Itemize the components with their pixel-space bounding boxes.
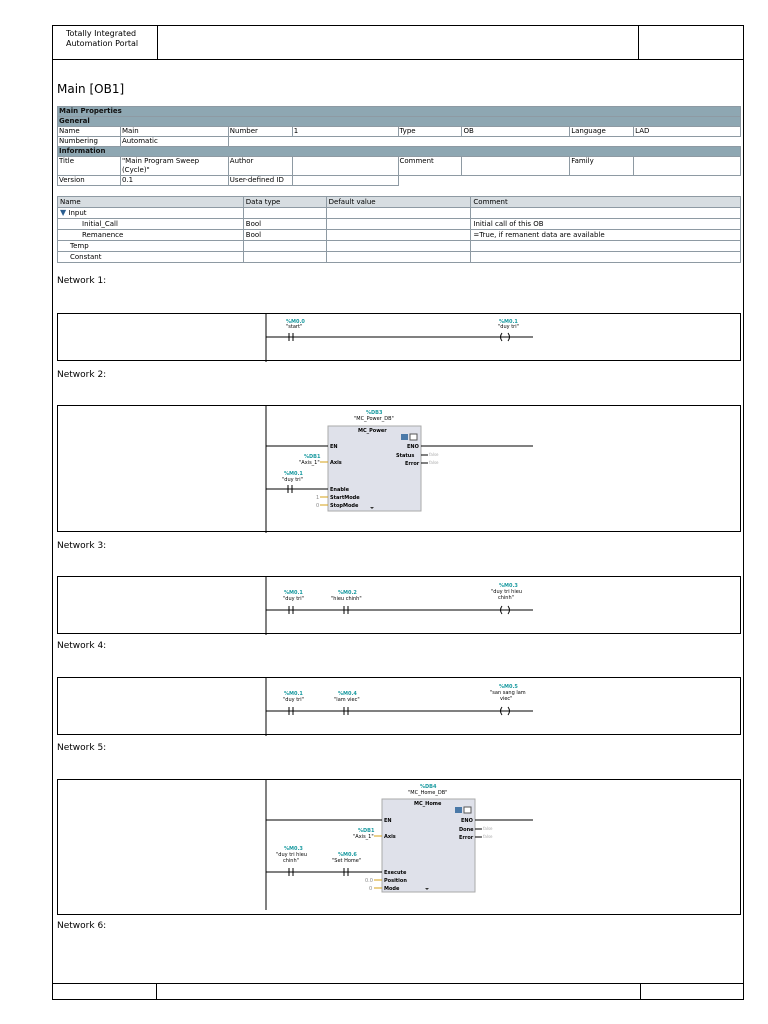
status-value: false (429, 452, 439, 457)
pin-eno: ENO (461, 818, 473, 824)
axis-tag: "Axis_1" (353, 834, 374, 840)
mode-value: 0 (369, 886, 373, 892)
coil-tag-2: chinh" (498, 595, 514, 601)
empty-cell (326, 252, 471, 263)
empty-cell (326, 241, 471, 252)
general-header: General (58, 117, 741, 127)
footer-right-cell (641, 984, 744, 1000)
block-icon (401, 434, 408, 440)
axis-address: %DB1 (304, 454, 321, 460)
pin-en: EN (384, 818, 392, 824)
contact-tag: "lam viec" (334, 697, 360, 703)
pin-status: Status (396, 453, 415, 459)
comment-label: Comment (398, 157, 462, 176)
name-label: Name (58, 127, 121, 137)
coil-address: %M0.3 (499, 583, 518, 589)
constant-label: Constant (58, 252, 244, 263)
page-footer (52, 983, 744, 1000)
userdef-value (292, 176, 398, 186)
axis-tag: "Axis_1" (299, 460, 320, 466)
network-1-label: Network 1: (57, 276, 107, 286)
type-label: Type (398, 127, 462, 137)
contact-tag: "start" (286, 324, 303, 330)
network-3-label: Network 3: (57, 541, 107, 551)
type-value: OB (462, 127, 570, 137)
pin-mode: Mode (384, 886, 400, 892)
pin-stopmode: StopMode (330, 503, 359, 509)
footer-left-cell (52, 984, 157, 1000)
contact-address: %M0.3 (284, 846, 303, 852)
network-4-diagram (58, 678, 742, 736)
empty-cell (326, 208, 471, 219)
table-row (58, 230, 741, 241)
network-4[interactable] (57, 677, 741, 735)
coil-tag-2: viec" (500, 696, 513, 702)
col-default: Default value (326, 197, 471, 208)
contact-address: %M0.1 (284, 691, 303, 697)
contact-tag: "duy tri hieu (276, 852, 307, 858)
author-value (292, 157, 398, 176)
pin-en: EN (330, 444, 338, 450)
header-middle-cell (158, 26, 639, 59)
network-2-label: Network 2: (57, 370, 107, 380)
row-type: Bool (243, 219, 326, 230)
block-db-address: %DB3 (366, 410, 383, 416)
pin-error: Error (459, 835, 474, 841)
pin-axis: Axis (384, 834, 396, 840)
coil-tag: "duy tri" (498, 324, 519, 330)
row-comment: Initial call of this OB (471, 219, 741, 230)
block-title: Main [OB1] (57, 82, 125, 96)
portal-line-2: Automation Portal (66, 39, 139, 48)
coil-address: %M0.5 (499, 684, 518, 690)
contact-address: %M0.1 (284, 471, 303, 477)
empty-cell (243, 208, 326, 219)
input-label: Input (68, 209, 87, 217)
error-value: false (483, 834, 493, 839)
contact-tag: "hieu chinh" (331, 596, 362, 602)
error-value: false (429, 460, 439, 465)
col-name: Name (58, 197, 244, 208)
empty-cell (471, 252, 741, 263)
language-value: LAD (634, 127, 741, 137)
portal-name (53, 26, 158, 59)
empty-cell (243, 252, 326, 263)
empty-cell (471, 241, 741, 252)
network-3[interactable] (57, 576, 741, 634)
version-value: 0.1 (120, 176, 228, 186)
empty-cell (326, 230, 471, 241)
coil-tag: "duy tri hieu (491, 589, 522, 595)
portal-line-1: Totally Integrated (66, 29, 137, 38)
coil-address: %M0.1 (499, 319, 518, 325)
contact-tag: "duy tri" (282, 477, 303, 483)
network-2-diagram (58, 406, 742, 533)
table-row (58, 219, 741, 230)
page-header (52, 25, 744, 60)
block-db-name: "MC_Power_DB" (354, 416, 394, 422)
empty-cell (398, 176, 741, 186)
network-5[interactable] (57, 779, 741, 915)
contact-address: %M0.0 (286, 319, 305, 325)
row-name: Initial_Call (58, 219, 244, 230)
empty-cell (243, 241, 326, 252)
contact-address: %M0.6 (338, 852, 357, 858)
numbering-value: Automatic (120, 137, 228, 147)
network-1[interactable] (57, 313, 741, 361)
axis-address: %DB1 (358, 828, 375, 834)
footer-middle-cell (157, 984, 641, 1000)
input-section[interactable] (58, 208, 244, 219)
row-name: Remanence (58, 230, 244, 241)
block-db-address: %DB4 (420, 784, 437, 790)
contact-tag: "duy tri" (283, 596, 304, 602)
stopmode-value: 0 (316, 503, 320, 509)
block-icon (455, 807, 462, 813)
empty-cell (471, 208, 741, 219)
information-header: Information (58, 147, 741, 157)
done-value: false (483, 826, 493, 831)
network-5-label: Network 5: (57, 743, 107, 753)
main-properties-header: Main Properties (58, 107, 741, 117)
interface-table (57, 196, 741, 263)
header-right-cell (639, 26, 743, 59)
pin-eno: ENO (407, 444, 419, 450)
contact-address: %M0.2 (338, 590, 357, 596)
startmode-value: 1 (316, 495, 320, 501)
pin-error: Error (405, 461, 420, 467)
contact-address: %M0.1 (284, 590, 303, 596)
network-1-diagram (58, 314, 742, 362)
col-datatype: Data type (243, 197, 326, 208)
coil-tag: "san sang lam (490, 690, 526, 696)
caret-down-icon[interactable]: ▼ (60, 208, 67, 217)
temp-label: Temp (58, 241, 244, 252)
contact-address: %M0.4 (338, 691, 357, 697)
network-2[interactable] (57, 405, 741, 532)
name-value: Main (120, 127, 228, 137)
col-comment: Comment (471, 197, 741, 208)
contact-tag: "duy tri" (283, 697, 304, 703)
version-label: Version (58, 176, 121, 186)
network-3-diagram (58, 577, 742, 635)
numbering-label: Numbering (58, 137, 121, 147)
row-type: Bool (243, 230, 326, 241)
pin-enable: Enable (330, 487, 350, 493)
block-name: MC_Home (414, 801, 442, 807)
number-value: 1 (292, 127, 398, 137)
contact-tag-2: chinh" (283, 858, 299, 864)
network-6-label: Network 6: (57, 921, 107, 931)
block-name: MC_Power (358, 428, 387, 434)
pin-execute: Execute (384, 870, 407, 876)
family-value (634, 157, 741, 176)
language-label: Language (570, 127, 634, 137)
pin-position: Position (384, 878, 407, 884)
author-label: Author (228, 157, 292, 176)
pin-startmode: StartMode (330, 495, 360, 501)
properties-table (57, 106, 741, 186)
family-label: Family (570, 157, 634, 176)
pin-done: Done (459, 827, 474, 833)
network-4-label: Network 4: (57, 641, 107, 651)
block-icon (464, 807, 471, 813)
block-icon (410, 434, 417, 440)
number-label: Number (228, 127, 292, 137)
title-label: Title (58, 157, 121, 176)
contact-tag: "Set Home" (332, 858, 362, 864)
block-db-name: "MC_Home_DB" (408, 790, 448, 796)
comment-value (462, 157, 570, 176)
pin-axis: Axis (330, 460, 342, 466)
userdef-label: User-defined ID (228, 176, 292, 186)
network-5-diagram (58, 780, 742, 916)
empty-cell (326, 219, 471, 230)
empty-cell (228, 137, 740, 147)
position-value: 0.0 (365, 878, 373, 884)
title-value: "Main Program Sweep (Cycle)" (120, 157, 228, 176)
row-comment: =True, if remanent data are available (471, 230, 741, 241)
